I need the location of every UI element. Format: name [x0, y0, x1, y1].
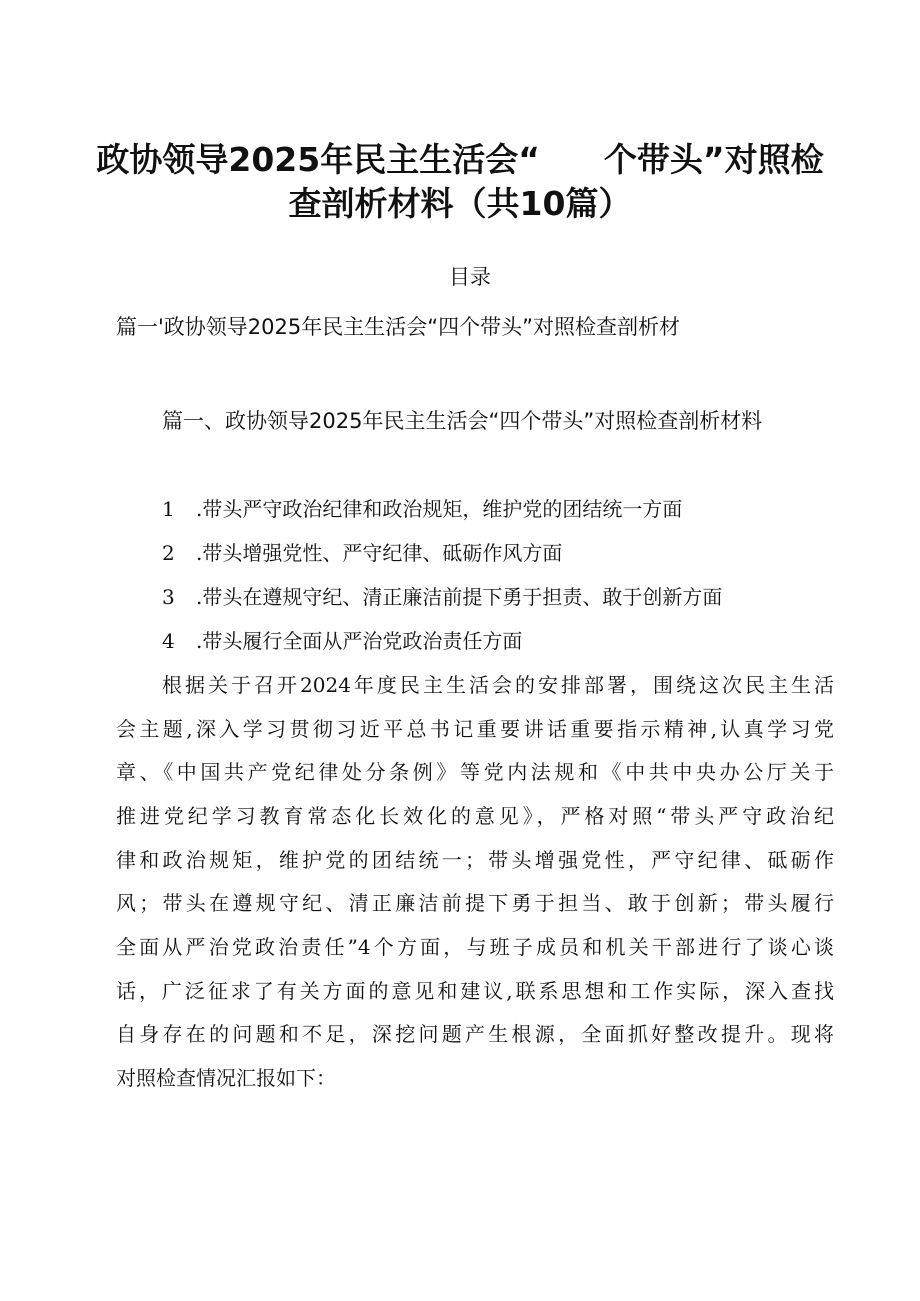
body-paragraph-line: 章、《中国共产党纪律处分条例》等党内法规和《中共中央办公厅关于 — [116, 760, 834, 784]
body-paragraph-line: 话，广泛征求了有关方面的意见和建议,联系思想和工作实际，深入查找 — [116, 979, 834, 1003]
body-paragraph-line: 会主题,深入学习贯彻习近平总书记重要讲话重要指示精神,认真学习党 — [116, 717, 834, 741]
list-item — [162, 626, 522, 656]
list-item — [162, 538, 562, 568]
document-title-line-2: 查剖析材料（共10篇） — [288, 184, 632, 223]
toc-entry[interactable]: 篇一'政协领导2025年民主生活会“四个带头”对照检查剖析材 — [116, 315, 680, 339]
body-paragraph-line: 律和政治规矩，维护党的团结统一；带头增强党性，严守纪律、砥砺作 — [116, 848, 834, 872]
list-item-number: 1 — [162, 497, 175, 521]
list-item-number: 3 — [162, 585, 175, 609]
title-line-1-part-2: 个带头”对照检 — [603, 140, 824, 179]
document-title-line-1 — [60, 136, 860, 184]
body-paragraph-line: 自身存在的问题和不足，深挖问题产生根源，全面抓好整改提升。现将 — [116, 1022, 834, 1046]
list-item-text: .带头严守政治纪律和政治规矩，维护党的团结统一方面 — [196, 497, 683, 521]
toc-heading: 目录 — [449, 265, 491, 289]
body-paragraph-line: 推进党纪学习教育常态化长效化的意见》，严格对照“带头严守政治纪 — [116, 804, 834, 828]
list-item-number: 4 — [162, 629, 175, 653]
list-item-number: 2 — [162, 541, 175, 565]
body-paragraph-line: 对照检查情况汇报如下： — [116, 1066, 336, 1090]
list-item — [162, 582, 722, 612]
body-paragraph-line: 全面从严治党政治责任”4个方面，与班子成员和机关干部进行了谈心谈 — [116, 935, 834, 959]
title-line-1-part-1: 政协领导2025年民主生活会“ — [96, 140, 540, 179]
section-heading: 篇一、政协领导2025年民主生活会“四个带头”对照检查剖析材料 — [162, 409, 763, 433]
list-item-text: .带头在遵规守纪、清正廉洁前提下勇于担责、敢于创新方面 — [196, 585, 723, 609]
list-item — [162, 494, 682, 524]
body-paragraph-line: 风；带头在遵规守纪、清正廉洁前提下勇于担当、敢于创新；带头履行 — [116, 891, 834, 915]
body-paragraph-line: 根据关于召开2024年度民主生活会的安排部署，围绕这次民主生活 — [162, 673, 834, 697]
list-item-text: .带头增强党性、严守纪律、砥砺作风方面 — [196, 541, 563, 565]
list-item-text: .带头履行全面从严治党政治责任方面 — [196, 629, 523, 653]
